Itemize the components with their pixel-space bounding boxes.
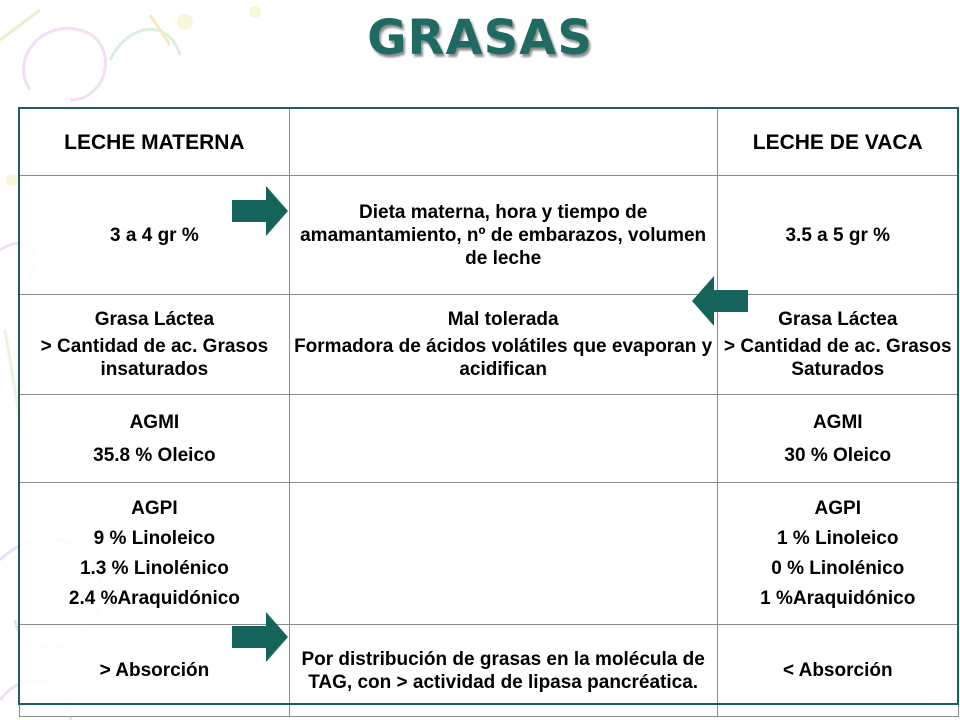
cell-vaca-grasa xyxy=(717,295,958,395)
text-line: AGMI xyxy=(129,411,180,433)
arrow-right-icon xyxy=(232,612,288,662)
table-row-absorcion xyxy=(20,625,959,717)
text-line: Por distribución de grasas en la molécula de TAG, con > actividad de lipasa pancréatica. xyxy=(301,648,705,693)
text-line: 35.8 % Oleico xyxy=(93,444,216,466)
header-middle xyxy=(289,109,717,176)
text-line: AGPI xyxy=(814,498,861,519)
cell-vaca-cantidad xyxy=(717,176,958,295)
text-line: AGMI xyxy=(812,411,863,433)
comparison-table xyxy=(19,108,959,717)
slide-title: GRASAS xyxy=(367,10,593,66)
cell-mal-tolerada xyxy=(289,295,717,395)
text-line: Mal tolerada xyxy=(447,309,559,330)
text-line: Grasa Láctea xyxy=(94,309,215,330)
text-line: > Cantidad de ac. Grasos insaturados xyxy=(40,336,269,380)
cell-empty xyxy=(289,483,717,625)
cell-lipasa xyxy=(289,625,717,717)
text-line: Dieta materna, hora y tiempo de amamantamiento, nº de embarazos, volumen de leche xyxy=(300,201,707,269)
arrow-left-icon xyxy=(692,276,748,326)
cell-vaca-agpi xyxy=(717,483,958,625)
text-line: < Absorción xyxy=(782,660,893,681)
arrow-right-icon xyxy=(232,186,288,236)
header-leche-materna: LECHE MATERNA xyxy=(20,109,290,176)
text-line: > Absorción xyxy=(99,660,210,681)
text-line: 1.3 % Linolénico xyxy=(79,558,229,579)
table-row-agpi xyxy=(20,483,959,625)
table-row-agmi xyxy=(20,395,959,483)
cell-vaca-absorcion xyxy=(717,625,958,717)
cell-materna-agmi xyxy=(20,395,290,483)
text-line: 3 a 4 gr % xyxy=(110,224,199,246)
header-leche-de-vaca: LECHE DE VACA xyxy=(717,109,958,176)
text-line: 2.4 %Araquidónico xyxy=(68,588,240,609)
table-row-grasa-lactea xyxy=(20,295,959,395)
text-line: 30 % Oleico xyxy=(784,444,892,466)
text-line: 1 % Linoleico xyxy=(777,528,899,549)
text-line: 0 % Linolénico xyxy=(771,558,905,579)
text-line: Grasa Láctea xyxy=(778,309,898,330)
cell-empty xyxy=(289,395,717,483)
text-line: Formadora de ácidos volátiles que evaporan y acidifican xyxy=(294,336,713,380)
text-line: 3.5 a 5 gr % xyxy=(785,224,891,246)
table-row-cantidad xyxy=(20,176,959,295)
table-header-row xyxy=(20,109,959,176)
cell-materna-grasa xyxy=(20,295,290,395)
cell-materna-agpi xyxy=(20,483,290,625)
text-line: > Cantidad de ac. Grasos Saturados xyxy=(723,336,952,380)
text-line: 1 %Araquidónico xyxy=(760,588,916,609)
cell-vaca-agmi xyxy=(717,395,958,483)
cell-factores xyxy=(289,176,717,295)
text-line: AGPI xyxy=(131,498,178,519)
text-line: 9 % Linoleico xyxy=(93,528,216,549)
